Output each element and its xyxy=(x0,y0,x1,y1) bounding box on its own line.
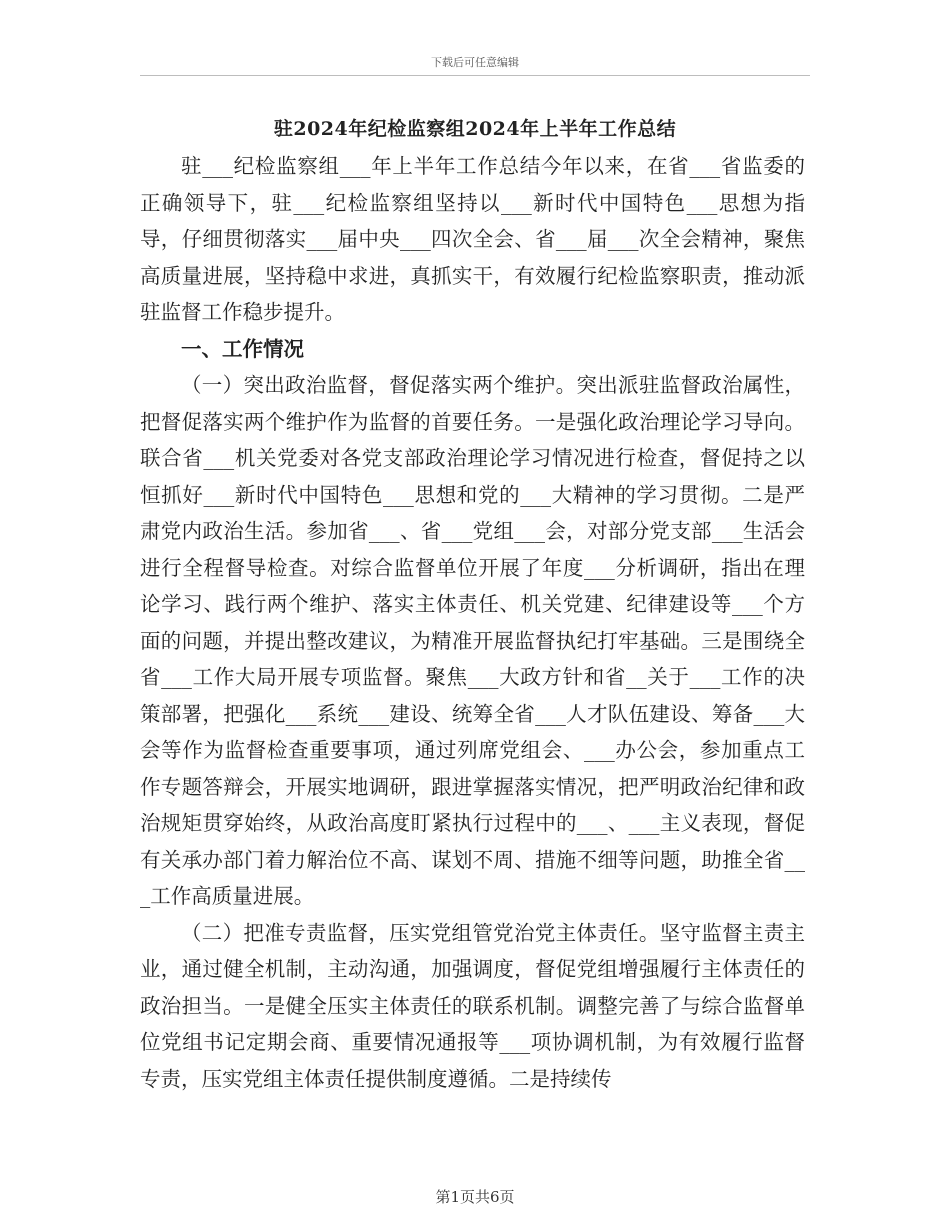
body-paragraph: （二）把准专责监督，压实党组管党治党主体责任。坚守监督主责主业，通过健全机制，主动沟通，加强调度，督促党组增强履行主体责任的政治担当。一是健全压实主体责任的联系机制。调整完善了与综合监督单位党组书记定期会商、重要情况通报等___项协调机制，为有效履行监督专责，压实党组主体责任提供制度遵循。二是持续传 xyxy=(140,920,805,1091)
page-header: 下载后可任意编辑 xyxy=(431,56,519,69)
page-footer: 第1页共6页 xyxy=(435,1188,515,1206)
intro-paragraph: 驻___纪检监察组___年上半年工作总结今年以来，在省___省监委的正确领导下，驻___纪检监察组坚持以___新时代中国特色___思想为指导，仔细贯彻落实___届中央___四次全会、省___届___次全会精神，聚焦高质量进展，坚持稳中求进，真抓实干，有效履行纪检监察职责，推动派驻监督工作稳步提升。 xyxy=(140,154,805,324)
body-paragraph: （一）突出政治监督，督促落实两个维护。突出派驻监督政治属性，把督促落实两个维护作为监督的首要任务。一是强化政治理论学习导向。联合省___机关党委对各党支部政治理论学习情况进行检查，督促持之以恒抓好___新时代中国特色___思想和党的___大精神的学习贯彻。二是严肃党内政治生活。参加省___、省___党组___会，对部分党支部___生活会进行全程督导检查。对综合监督单位开展了年度___分析调研，指出在理论学习、践行两个维护、落实主体责任、机关党建、纪律建设等___个方面的问题，并提出整改建议，为精准开展监督执纪打牢基础。三是围绕全省___工作大局开展专项监督。聚焦___大政方针和省__关于___工作的决策部署，把强化___系统___建设、统筹全省___人才队伍建设、筹备___大会等作为监督检查重要事项，通过列席党组会、___办公会，参加重点工作专题答辩会，开展实地调研，跟进掌握落实情况，把严明政治纪律和政治规矩贯穿始终，从政治高度盯紧执行过程中的___、___主义表现，督促有关承办部门着力解治位不高、谋划不周、措施不细等问题，助推全省___工作高质量进展。 xyxy=(140,373,805,908)
document-body xyxy=(140,148,805,1097)
document-title: 驻2024年纪检监察组2024年上半年工作总结 xyxy=(273,118,677,140)
header-rule xyxy=(140,75,810,76)
section-heading: 一、工作情况 xyxy=(181,336,304,361)
